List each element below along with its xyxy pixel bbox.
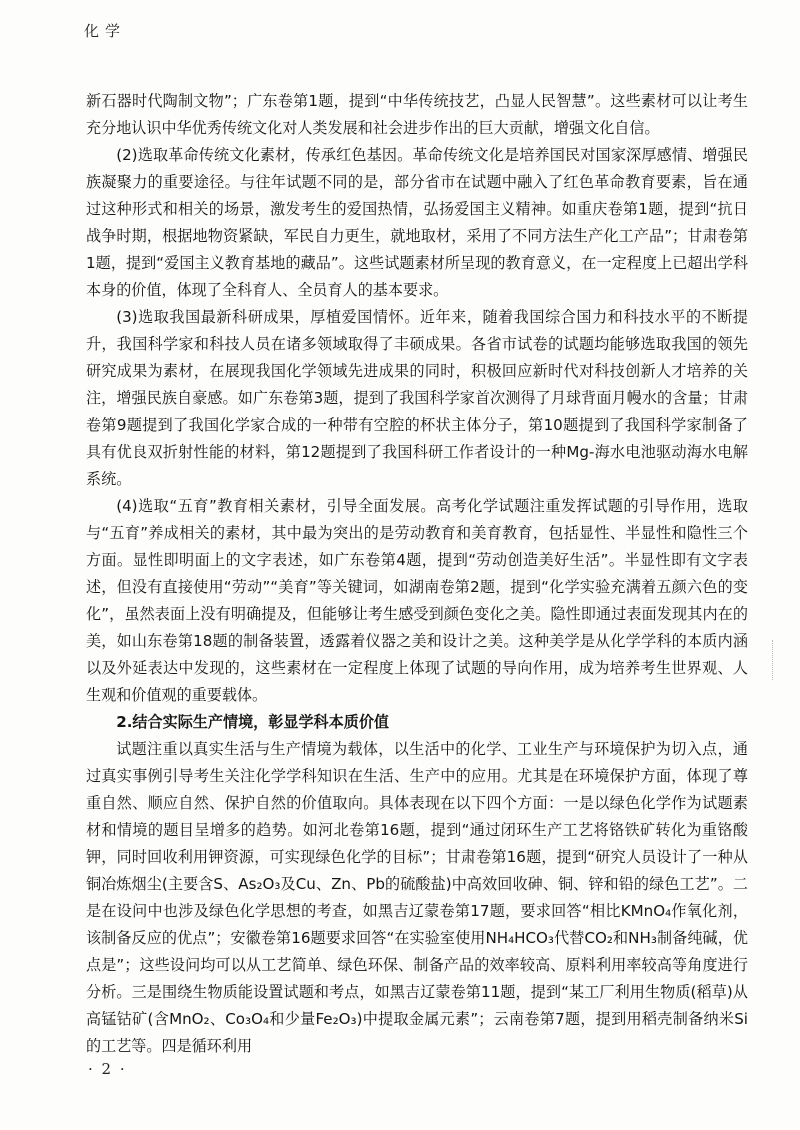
paragraph-continuation: 新石器时代陶制文物”；广东卷第1题，提到“中华传统技艺，凸显人民智慧”。这些素材可以让考生充分地认识中华优秀传统文化对人类发展和社会进步作出的巨大贡献，增强文化自信。 (86, 92, 748, 137)
paragraph-production-context: 试题注重以真实生活与生产情境为载体，以生活中的化学、工业生产与环境保护为切入点，通过真实事例引导考生关注化学学科知识在生活、生产中的应用。尤其是在环境保护方面，体现了尊重自然、顺应自然、保护自然的价值取向。具体表现在以下四个方面：一是以绿色化学作为试题素材和情境的题目呈增多的趋势。如河北卷第16题，提到“通过闭环生产工艺将铬铁矿转化为重铬酸钾，同时回收利用钾资源，可实现绿色化学的目标”；甘肃卷第16题，提到“研究人员设计了一种从铜冶炼烟尘(主要含S、As₂O₃及Cu、Zn、Pb的硫酸盐)中高效回收砷、铜、锌和铅的绿色工艺”。二是在设问中也涉及绿色化学思想的考查，如黑吉辽蒙卷第17题，要求回答“相比KMnO₄作氧化剂，该制备反应的优点”；安徽卷第16题要求回答“在实验室使用NH₄HCO₃代替CO₂和NH₃制备纯碱，优点是”；这些设问均可以从工艺简单、绿色环保、制备产品的效率较高、原料利用率较高等角度进行分析。三是围绕生物质能设置试题和考点，如黑吉辽蒙卷第11题，提到“某工厂利用生物质(稻草)从高锰钴矿(含MnO₂、Co₃O₄和少量Fe₂O₃)中提取金属元素”；云南卷第7题，提到用稻壳制备纳米Si的工艺等。四是循环利用 (86, 740, 748, 1055)
section-heading: 2.结合实际生产情境，彰显学科本质价值 (116, 713, 390, 731)
paragraph-five-education: (4)选取“五育”教育相关素材，引导全面发展。高考化学试题注重发挥试题的引导作用，选取与“五育”养成相关的素材，其中最为突出的是劳动教育和美育教育，包括显性、半显性和隐性三个方面。显性即明面上的文字表述，如广东卷第4题，提到“劳动创造美好生活”。半显性即有文字表述，但没有直接使用“劳动”“美育”等关键词，如湖南卷第2题，提到“化学实验充满着五颜六色的变化”，虽然表面上没有明确提及，但能够让考生感受到颜色变化之美。隐性即通过表面发现其内在的美，如山东卷第18题的制备装置，透露着仪器之美和设计之美。这种美学是从化学学科的本质内涵以及外延表达中发现的，这些素材在一定程度上体现了试题的导向作用，成为培养考生世界观、人生观和价值观的重要载体。 (86, 497, 748, 704)
paragraph-red-culture: (2)选取革命传统文化素材，传承红色基因。革命传统文化是培养国民对国家深厚感情、增强民族凝聚力的重要途径。与往年试题不同的是，部分省市在试题中融入了红色革命教育要素，旨在通过这种形式和相关的场景，激发考生的爱国热情，弘扬爱国主义精神。如重庆卷第1题，提到“抗日战争时期，根据地物资紧缺，军民自力更生，就地取材，采用了不同方法生产化工产品”；甘肃卷第1题，提到“爱国主义教育基地的藏品”。这些试题素材所呈现的教育意义，在一定程度上已超出学科本身的价值，体现了全科育人、全员育人的基本要求。 (86, 146, 748, 299)
page-number: · 2 · (88, 1060, 127, 1078)
scan-mark (772, 640, 776, 680)
running-head: 化学 (84, 22, 127, 40)
paragraph-research-achievements: (3)选取我国最新科研成果，厚植爱国情怀。近年来，随着我国综合国力和科技水平的不断提升，我国科学家和科技人员在诸多领域取得了丰硕成果。各省市试卷的试题均能够选取我国的领先研究成果为素材，在展现我国化学领域先进成果的同时，积极回应新时代对科技创新人才培养的关注，增强民族自豪感。如广东卷第3题，提到了我国科学家首次测得了月球背面月幔水的含量；甘肃卷第9题提到了我国化学家合成的一种带有空腔的杯状主体分子，第10题提到了我国科学家制备了具有优良双折射性能的材料，第12题提到了我国科研工作者设计的一种Mg-海水电池驱动海水电解系统。 (86, 308, 748, 488)
body-text (86, 88, 748, 1060)
